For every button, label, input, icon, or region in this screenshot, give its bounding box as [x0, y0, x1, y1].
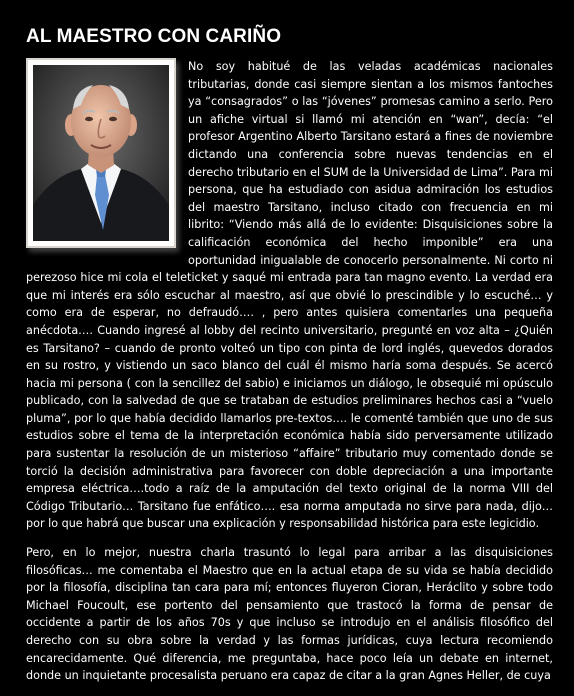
article-title: AL MAESTRO CON CARIÑO — [26, 26, 282, 47]
portrait-photo — [26, 58, 176, 248]
portrait-photo-icon — [33, 65, 169, 241]
paragraph-2: Pero, en lo mejor, nuestra charla trasuntó lo legal para arribar a las disquisiciones filosóficas… me comentaba el Maestro que en la actual etapa de su vida se había decidido por la filosofía, disciplina tan cara para mí; entonces fluyeron Cioran, Heráclito y sobre todo Michael Foucoult, ese portento del pensamiento que trastocó la forma de pensar de occidente a partir de los años 70s y que incluso se introdujo en el análisis filosófico del derecho con su obra sobre la verdad y las formas jurídicas, cuya lectura recomiendo encarecidamente. Qué diferencia, me preguntaba, hace poco leía un debate en internet, donde un inquietante procesalista peruano era capaz de citar a la gran Agnes Heller, de cuya — [26, 546, 553, 683]
article-body — [26, 58, 553, 696]
paragraph-1: No soy habitué de las veladas académicas nacionales tributarias, donde casi siempre sientan a los mismos fantoches ya “consagrados” o las “jóvenes” promesas camino a serlo. Pero un afiche virtual si llamó mi atención en “wan”, decía: “el profesor Argentino Alberto Tarsitano estará a fines de noviembre dictando una conferencia sobre nuevas tendencias en el derecho tributario en el SUM de la Universidad de Lima”. Para mi persona, que ha estudiado con asidua admiración los estudios del maestro Tarsitano, incluso citado con frecuencia en mi librito: “Viendo más allá de lo evidente: Disquisiciones sobre la calificación económica del hecho imponible” era una oportunidad inigualable de conocerlo personalmente. Ni corto ni perezoso hice mi cola el teleticket y saqué mi entrada para tan magno evento. La verdad era que mi interés era sólo escuchar al maestro, así que obvié lo prescindible y lo escuché… y como era de esperar, no defraudó…. , pero antes quisiera comentarles una pequeña anécdota…. Cuando ingresé al lobby del recinto universitario, pregunté en voz alta – ¿Quién es Tarsitano? – cuando de pronto volteó un tipo con pinta de lord inglés, quevedos dorados en su rostro, y vistiendo un saco blanco del cuál él mismo haría soma después. Se acercó hacia mi persona ( con la sencillez del sabio) e iniciamos un diálogo, le obsequié mi opúsculo publicado, con la salvedad de que se trataban de estudios preliminares hechos casi a “vuelo pluma”, por lo que había decidido llamarlos pre-textos…. le comenté también que uno de sus estudios sobre el tema de la interpretación económica había sido perversamente utilizado para sustentar la resolución de un misterioso “affaire” tributario muy comentado donde se torció la decisión administrativa para favorecer con doble depreciación a una importante empresa eléctrica….todo a raíz de la amputación del texto original de la norma VIII del Código Tributario… Tarsitano fue enfático…. esa norma amputada no sirve para nada, dijo… por lo que habrá que buscar una explicación y responsabilidad histórica para este legicidio. — [26, 60, 553, 531]
